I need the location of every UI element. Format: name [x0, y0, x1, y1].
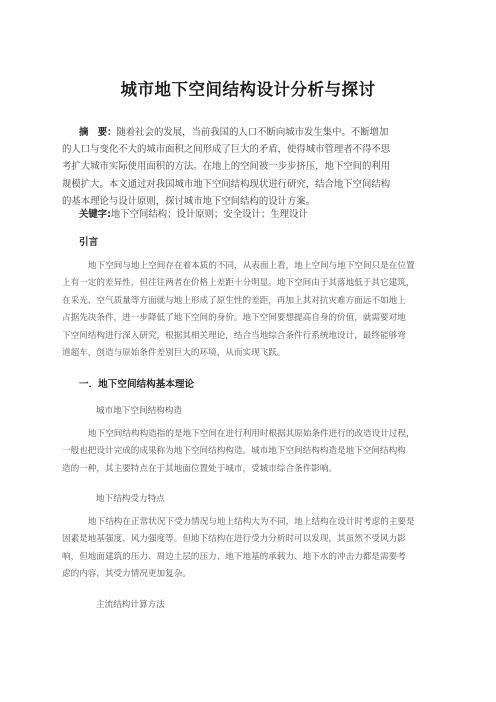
- abstract-text: 随着社会的发展，当前我国的人口不断向城市发生集中。不断增加: [116, 127, 389, 138]
- abstract-line: 规模扩大。本文通过对我国城市地下空间结构现状进行研究，结合地下空间结构: [62, 178, 391, 190]
- keywords: [79, 206, 308, 220]
- abstract-label: 摘 要：: [79, 127, 117, 138]
- intro-heading: 引言: [79, 237, 99, 248]
- section-heading: 一．地下空间结构基本理论: [79, 379, 195, 390]
- keywords-text: 地下空间结构；设计原则；安全设计；生理设计: [110, 209, 308, 220]
- abstract: [62, 124, 442, 210]
- subsection-title: 城市地下空间结构构造: [96, 406, 182, 416]
- paragraph-line: 在采光、空气质量等方面就与地上形成了原生性的差距，再加上其对抗灾难方面远不如地上: [62, 295, 406, 306]
- paragraph-line: 地下空间与地上空间存在着本质的不同，从表面上看，地上空间与地下空间只是在位置: [88, 261, 415, 271]
- abstract-line: 考扩大城市实际使用面积的方法。在地上的空间被一步步挤压，地下空间的利用: [62, 161, 391, 173]
- abstract-line: 的基本理论与设计原则，探讨城市地下空间结构的设计方案。: [62, 195, 316, 207]
- keywords-label: 关键字:: [79, 209, 111, 220]
- subsection-paragraph: [62, 426, 442, 478]
- paragraph-line: 虑的内容，其受力情况更加复杂。: [62, 569, 191, 580]
- paragraph-line: 因素是地基强度、风力强度等。但地下结构在进行受力分析时可以发现，其虽然不受风力影: [62, 534, 406, 545]
- paragraph-line: 一般也把设计完成的成果称为地下空间结构构造。城市地下空间结构构造是地下空间结构构: [62, 446, 406, 457]
- abstract-line: 的人口与变化不大的城市面积之间形成了巨大的矛盾，使得城市管理者不得不思: [62, 144, 391, 156]
- paragraph-line: 响，但地面建筑的压力、周边土层的压力、地下地基的承载力、地下水的冲击力都是需要考: [62, 551, 406, 562]
- paragraph-line: 上有一定的差异性，但往往两者在价格上差距十分明显。地下空间由于其落地低于其它建筑，: [62, 278, 415, 289]
- subsection-paragraph: [62, 514, 442, 584]
- subsection-title: 地下结构受力特点: [96, 494, 165, 504]
- document-title: 城市地下空间结构设计分析与探讨: [120, 80, 376, 99]
- intro-paragraph: [62, 258, 442, 362]
- paragraph-line: 地下空间结构构造指的是地下空间在进行利用时根据其原始条件进行的改造设计过程，: [88, 429, 415, 439]
- paragraph-line: 地下结构在正常状况下受力情况与地上结构大为不同，地上结构在设计时考虑的主要是: [88, 517, 415, 527]
- subsection-title: 主流结构计算方法: [96, 600, 165, 610]
- paragraph-line: 道超车，创造与原始条件差别巨大的环境，从而实现飞跃。: [62, 348, 286, 359]
- paragraph-line: 下空间结构进行深入研究，根据其相关理论，结合当地综合条件行系统地设计，最终能够弯: [62, 330, 406, 341]
- paragraph-line: 造的一种，其主要特点在于其地面位置处于城市，受城市综合条件影响。: [62, 463, 338, 474]
- abstract-line: [62, 124, 442, 141]
- paragraph-line: 占据先决条件，进一步降低了地下空间的身价。地下空间要想提高自身的价值，就需要对地: [62, 313, 406, 324]
